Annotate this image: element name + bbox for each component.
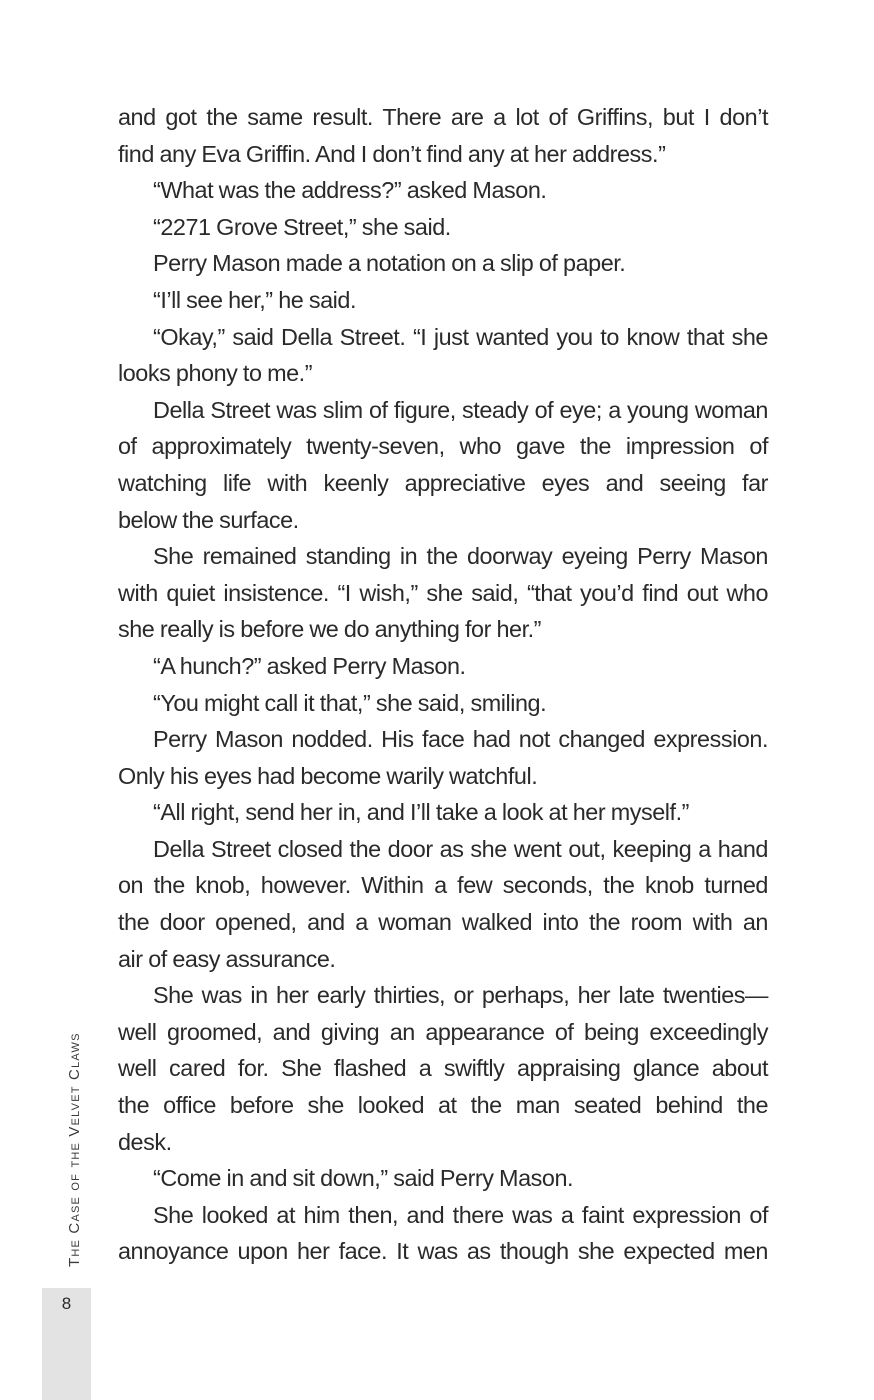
- text-line: “You might call it that,” she said, smiling.: [153, 689, 547, 716]
- text-line: she really is before we do anything for her.”: [118, 616, 542, 643]
- text-line: with quiet insistence. “I wish,” she said, “that you’d find out who: [118, 579, 768, 606]
- text-line: She remained standing in the doorway eyeing Perry Mason: [153, 543, 768, 570]
- text-line: She looked at him then, and there was a faint expression of: [153, 1201, 768, 1228]
- text-line: well groomed, and giving an appearance of being exceedingly: [118, 1018, 768, 1045]
- running-title: The Case of the Velvet Claws: [66, 1032, 83, 1267]
- text-line: Della Street was slim of figure, steady of eye; a young woman: [153, 396, 768, 423]
- text-line: the office before she looked at the man seated behind the: [118, 1092, 768, 1119]
- page-number-tab: [42, 1288, 91, 1400]
- text-line: “2271 Grove Street,” she said.: [153, 213, 451, 240]
- text-line: “Come in and sit down,” said Perry Mason.: [153, 1165, 574, 1192]
- page-number: 8: [61, 1294, 72, 1313]
- text-line: desk.: [118, 1128, 172, 1155]
- text-line: looks phony to me.”: [118, 360, 313, 387]
- text-line: below the surface.: [118, 506, 299, 533]
- text-line: Della Street closed the door as she went out, keeping a hand: [153, 835, 768, 862]
- text-line: and got the same result. There are a lot of Griffins, but I don’t: [118, 104, 768, 130]
- text-line: Perry Mason made a notation on a slip of paper.: [153, 250, 626, 277]
- text-line: of approximately twenty-seven, who gave the impression of: [118, 433, 768, 460]
- text-line: “All right, send her in, and I’ll take a look at her myself.”: [153, 799, 689, 826]
- text-line: Only his eyes had become warily watchful.: [118, 762, 538, 789]
- text-line: “A hunch?” asked Perry Mason.: [153, 652, 466, 679]
- text-line: find any Eva Griffin. And I don’t find any at her address.”: [118, 140, 666, 167]
- text-line: well cared for. She flashed a swiftly appraising glance about: [118, 1055, 768, 1082]
- text-line: She was in her early thirties, or perhaps, her late twenties—: [153, 982, 768, 1009]
- text-line: “I’ll see her,” he said.: [153, 286, 357, 313]
- text-line: “What was the address?” asked Mason.: [153, 177, 547, 204]
- text-line: annoyance upon her face. It was as though she expected men: [118, 1238, 768, 1265]
- body-text: [118, 99, 768, 1270]
- text-line: air of easy assurance.: [118, 945, 336, 972]
- text-line: on the knob, however. Within a few seconds, the knob turned: [118, 872, 768, 899]
- text-line: watching life with keenly appreciative eyes and seeing far: [118, 469, 768, 496]
- text-line: Perry Mason nodded. His face had not changed expression.: [153, 726, 768, 753]
- text-line: the door opened, and a woman walked into the room with an: [118, 909, 768, 936]
- text-line: “Okay,” said Della Street. “I just wanted you to know that she: [153, 323, 768, 350]
